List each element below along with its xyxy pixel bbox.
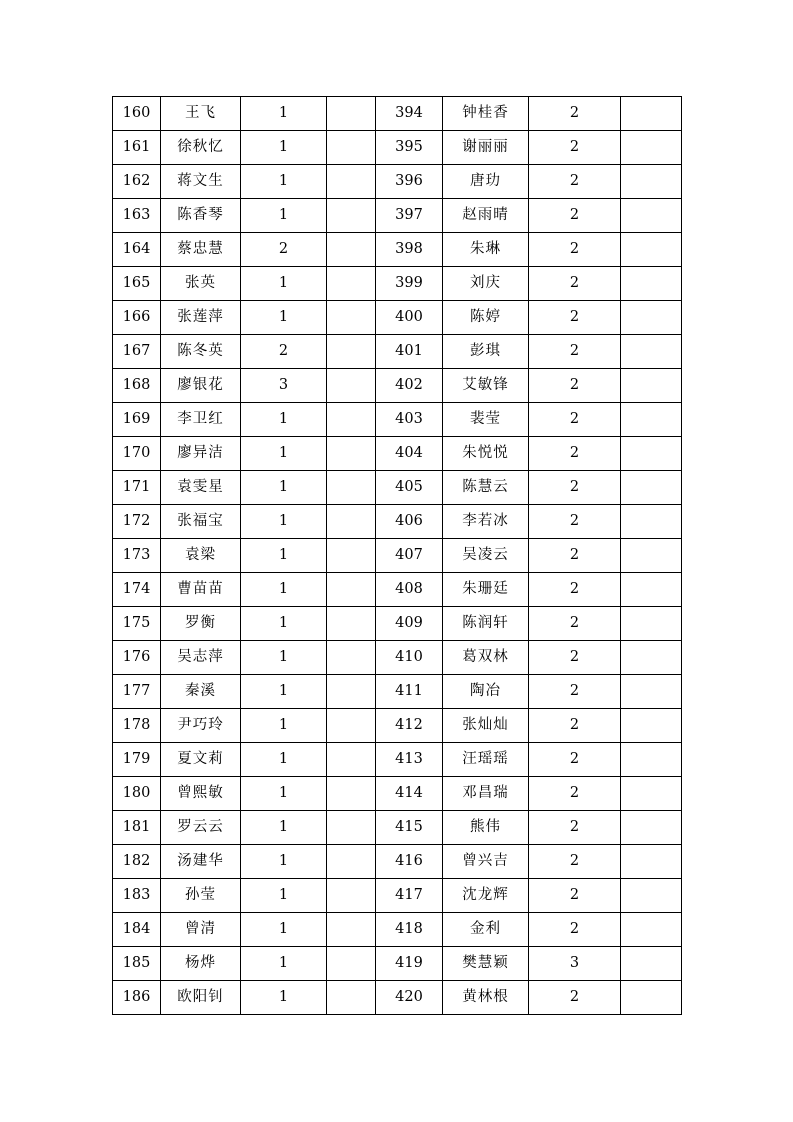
left-remark-cell [327, 743, 376, 777]
right-row-number: 404 [376, 437, 443, 471]
left-count-value: 2 [241, 233, 327, 267]
left-remark-cell [327, 607, 376, 641]
right-remark-cell [621, 743, 682, 777]
right-row-number: 394 [376, 97, 443, 131]
left-count-value: 1 [241, 131, 327, 165]
left-person-name: 蒋文生 [161, 165, 241, 199]
table-row [113, 403, 682, 437]
right-count-value: 2 [529, 131, 621, 165]
right-count-value: 2 [529, 641, 621, 675]
right-count-value: 2 [529, 743, 621, 777]
right-row-number: 403 [376, 403, 443, 437]
left-person-name: 尹巧玲 [161, 709, 241, 743]
right-row-number: 407 [376, 539, 443, 573]
left-person-name: 吴志萍 [161, 641, 241, 675]
right-person-name: 裴莹 [443, 403, 529, 437]
right-count-value: 2 [529, 913, 621, 947]
left-person-name: 陈香琴 [161, 199, 241, 233]
right-count-value: 2 [529, 199, 621, 233]
left-remark-cell [327, 403, 376, 437]
left-remark-cell [327, 505, 376, 539]
right-count-value: 2 [529, 233, 621, 267]
left-remark-cell [327, 369, 376, 403]
right-remark-cell [621, 403, 682, 437]
table-row [113, 199, 682, 233]
right-person-name: 曾兴吉 [443, 845, 529, 879]
right-count-value: 2 [529, 267, 621, 301]
left-remark-cell [327, 131, 376, 165]
left-person-name: 张英 [161, 267, 241, 301]
left-remark-cell [327, 267, 376, 301]
right-person-name: 彭琪 [443, 335, 529, 369]
right-count-value: 2 [529, 845, 621, 879]
left-remark-cell [327, 913, 376, 947]
left-person-name: 张福宝 [161, 505, 241, 539]
right-person-name: 张灿灿 [443, 709, 529, 743]
left-count-value: 1 [241, 539, 327, 573]
right-count-value: 2 [529, 335, 621, 369]
right-person-name: 金利 [443, 913, 529, 947]
right-row-number: 408 [376, 573, 443, 607]
left-count-value: 1 [241, 743, 327, 777]
right-count-value: 2 [529, 777, 621, 811]
table-row [113, 131, 682, 165]
right-remark-cell [621, 471, 682, 505]
right-remark-cell [621, 641, 682, 675]
left-remark-cell [327, 335, 376, 369]
right-remark-cell [621, 709, 682, 743]
table-row [113, 811, 682, 845]
right-remark-cell [621, 981, 682, 1015]
right-row-number: 397 [376, 199, 443, 233]
right-row-number: 412 [376, 709, 443, 743]
table-row [113, 709, 682, 743]
right-row-number: 405 [376, 471, 443, 505]
right-person-name: 李若冰 [443, 505, 529, 539]
left-person-name: 曾熙敏 [161, 777, 241, 811]
left-person-name: 夏文莉 [161, 743, 241, 777]
left-count-value: 1 [241, 709, 327, 743]
right-remark-cell [621, 505, 682, 539]
right-row-number: 415 [376, 811, 443, 845]
right-row-number: 398 [376, 233, 443, 267]
right-person-name: 艾敏锋 [443, 369, 529, 403]
left-person-name: 王飞 [161, 97, 241, 131]
left-person-name: 徐秋忆 [161, 131, 241, 165]
right-remark-cell [621, 131, 682, 165]
left-count-value: 1 [241, 913, 327, 947]
left-count-value: 1 [241, 811, 327, 845]
table-row [113, 573, 682, 607]
right-row-number: 416 [376, 845, 443, 879]
right-count-value: 2 [529, 573, 621, 607]
left-person-name: 曾清 [161, 913, 241, 947]
left-count-value: 1 [241, 845, 327, 879]
right-remark-cell [621, 335, 682, 369]
right-remark-cell [621, 539, 682, 573]
right-row-number: 419 [376, 947, 443, 981]
left-row-number: 178 [113, 709, 161, 743]
right-person-name: 刘庆 [443, 267, 529, 301]
right-count-value: 2 [529, 471, 621, 505]
table-row [113, 267, 682, 301]
right-count-value: 2 [529, 675, 621, 709]
left-remark-cell [327, 471, 376, 505]
right-person-name: 邓昌瑞 [443, 777, 529, 811]
left-count-value: 1 [241, 981, 327, 1015]
table-row [113, 913, 682, 947]
right-remark-cell [621, 165, 682, 199]
left-row-number: 177 [113, 675, 161, 709]
table-row [113, 233, 682, 267]
left-count-value: 1 [241, 573, 327, 607]
left-remark-cell [327, 675, 376, 709]
table-row [113, 879, 682, 913]
left-person-name: 欧阳钊 [161, 981, 241, 1015]
right-row-number: 399 [376, 267, 443, 301]
left-person-name: 蔡忠慧 [161, 233, 241, 267]
table-row [113, 471, 682, 505]
right-person-name: 陈润轩 [443, 607, 529, 641]
right-remark-cell [621, 607, 682, 641]
right-person-name: 钟桂香 [443, 97, 529, 131]
left-count-value: 1 [241, 505, 327, 539]
right-person-name: 陈婷 [443, 301, 529, 335]
right-remark-cell [621, 369, 682, 403]
left-row-number: 183 [113, 879, 161, 913]
table-row [113, 539, 682, 573]
left-person-name: 袁雯星 [161, 471, 241, 505]
table-row [113, 981, 682, 1015]
right-row-number: 418 [376, 913, 443, 947]
right-person-name: 赵雨晴 [443, 199, 529, 233]
left-row-number: 180 [113, 777, 161, 811]
table-row [113, 165, 682, 199]
table-row [113, 607, 682, 641]
left-person-name: 廖银花 [161, 369, 241, 403]
right-person-name: 樊慧颖 [443, 947, 529, 981]
left-row-number: 182 [113, 845, 161, 879]
right-count-value: 2 [529, 505, 621, 539]
left-remark-cell [327, 641, 376, 675]
left-row-number: 160 [113, 97, 161, 131]
right-remark-cell [621, 879, 682, 913]
right-count-value: 2 [529, 607, 621, 641]
right-row-number: 413 [376, 743, 443, 777]
right-row-number: 420 [376, 981, 443, 1015]
left-remark-cell [327, 539, 376, 573]
right-count-value: 2 [529, 165, 621, 199]
right-remark-cell [621, 811, 682, 845]
left-row-number: 162 [113, 165, 161, 199]
right-row-number: 395 [376, 131, 443, 165]
left-remark-cell [327, 777, 376, 811]
left-row-number: 174 [113, 573, 161, 607]
right-row-number: 417 [376, 879, 443, 913]
left-remark-cell [327, 97, 376, 131]
table-row [113, 505, 682, 539]
right-person-name: 唐玏 [443, 165, 529, 199]
left-row-number: 172 [113, 505, 161, 539]
left-person-name: 杨烨 [161, 947, 241, 981]
left-count-value: 1 [241, 947, 327, 981]
right-person-name: 黄林根 [443, 981, 529, 1015]
right-count-value: 2 [529, 709, 621, 743]
left-person-name: 曹苗苗 [161, 573, 241, 607]
right-remark-cell [621, 947, 682, 981]
left-remark-cell [327, 301, 376, 335]
left-count-value: 1 [241, 97, 327, 131]
left-person-name: 袁梁 [161, 539, 241, 573]
table-row [113, 675, 682, 709]
right-remark-cell [621, 845, 682, 879]
left-count-value: 1 [241, 165, 327, 199]
right-count-value: 2 [529, 981, 621, 1015]
left-remark-cell [327, 709, 376, 743]
right-remark-cell [621, 437, 682, 471]
left-remark-cell [327, 811, 376, 845]
left-count-value: 1 [241, 675, 327, 709]
left-row-number: 186 [113, 981, 161, 1015]
left-count-value: 3 [241, 369, 327, 403]
right-person-name: 陈慧云 [443, 471, 529, 505]
right-row-number: 414 [376, 777, 443, 811]
left-row-number: 184 [113, 913, 161, 947]
table-row [113, 301, 682, 335]
left-count-value: 1 [241, 471, 327, 505]
right-person-name: 沈龙辉 [443, 879, 529, 913]
right-count-value: 2 [529, 97, 621, 131]
left-row-number: 185 [113, 947, 161, 981]
left-person-name: 秦溪 [161, 675, 241, 709]
left-remark-cell [327, 947, 376, 981]
left-person-name: 张莲萍 [161, 301, 241, 335]
left-person-name: 陈冬英 [161, 335, 241, 369]
left-person-name: 廖异洁 [161, 437, 241, 471]
left-person-name: 孙莹 [161, 879, 241, 913]
right-person-name: 熊伟 [443, 811, 529, 845]
right-count-value: 3 [529, 947, 621, 981]
right-remark-cell [621, 675, 682, 709]
left-row-number: 176 [113, 641, 161, 675]
right-row-number: 400 [376, 301, 443, 335]
right-count-value: 2 [529, 539, 621, 573]
left-remark-cell [327, 199, 376, 233]
table-row [113, 777, 682, 811]
right-row-number: 402 [376, 369, 443, 403]
right-remark-cell [621, 301, 682, 335]
table-row [113, 845, 682, 879]
right-person-name: 吴凌云 [443, 539, 529, 573]
left-row-number: 170 [113, 437, 161, 471]
left-count-value: 1 [241, 879, 327, 913]
table-row [113, 437, 682, 471]
left-row-number: 169 [113, 403, 161, 437]
left-remark-cell [327, 165, 376, 199]
left-count-value: 2 [241, 335, 327, 369]
left-remark-cell [327, 845, 376, 879]
left-remark-cell [327, 981, 376, 1015]
right-count-value: 2 [529, 811, 621, 845]
left-person-name: 汤建华 [161, 845, 241, 879]
right-remark-cell [621, 97, 682, 131]
table-row [113, 947, 682, 981]
left-person-name: 罗衡 [161, 607, 241, 641]
left-row-number: 181 [113, 811, 161, 845]
right-remark-cell [621, 233, 682, 267]
left-row-number: 164 [113, 233, 161, 267]
left-remark-cell [327, 573, 376, 607]
right-person-name: 陶冶 [443, 675, 529, 709]
left-count-value: 1 [241, 607, 327, 641]
left-person-name: 罗云云 [161, 811, 241, 845]
table-row [113, 641, 682, 675]
left-row-number: 179 [113, 743, 161, 777]
right-person-name: 朱珊廷 [443, 573, 529, 607]
roster-body [113, 97, 682, 1015]
table-row [113, 335, 682, 369]
right-person-name: 谢丽丽 [443, 131, 529, 165]
left-count-value: 1 [241, 437, 327, 471]
left-count-value: 1 [241, 199, 327, 233]
right-row-number: 401 [376, 335, 443, 369]
left-count-value: 1 [241, 301, 327, 335]
right-count-value: 2 [529, 369, 621, 403]
right-row-number: 411 [376, 675, 443, 709]
left-count-value: 1 [241, 403, 327, 437]
left-person-name: 李卫红 [161, 403, 241, 437]
right-remark-cell [621, 913, 682, 947]
right-count-value: 2 [529, 437, 621, 471]
left-count-value: 1 [241, 267, 327, 301]
right-person-name: 汪瑶瑶 [443, 743, 529, 777]
right-person-name: 朱悦悦 [443, 437, 529, 471]
right-row-number: 410 [376, 641, 443, 675]
left-remark-cell [327, 233, 376, 267]
right-person-name: 葛双林 [443, 641, 529, 675]
left-row-number: 161 [113, 131, 161, 165]
right-row-number: 396 [376, 165, 443, 199]
right-remark-cell [621, 267, 682, 301]
right-remark-cell [621, 199, 682, 233]
left-row-number: 166 [113, 301, 161, 335]
left-row-number: 175 [113, 607, 161, 641]
right-remark-cell [621, 573, 682, 607]
right-row-number: 406 [376, 505, 443, 539]
table-row [113, 369, 682, 403]
table-row [113, 743, 682, 777]
left-row-number: 165 [113, 267, 161, 301]
left-row-number: 171 [113, 471, 161, 505]
right-remark-cell [621, 777, 682, 811]
right-person-name: 朱琳 [443, 233, 529, 267]
left-row-number: 167 [113, 335, 161, 369]
left-remark-cell [327, 879, 376, 913]
left-count-value: 1 [241, 777, 327, 811]
left-row-number: 173 [113, 539, 161, 573]
left-row-number: 168 [113, 369, 161, 403]
left-count-value: 1 [241, 641, 327, 675]
right-count-value: 2 [529, 403, 621, 437]
right-row-number: 409 [376, 607, 443, 641]
right-count-value: 2 [529, 301, 621, 335]
right-count-value: 2 [529, 879, 621, 913]
table-row [113, 97, 682, 131]
left-row-number: 163 [113, 199, 161, 233]
left-remark-cell [327, 437, 376, 471]
roster-table [112, 96, 682, 1015]
